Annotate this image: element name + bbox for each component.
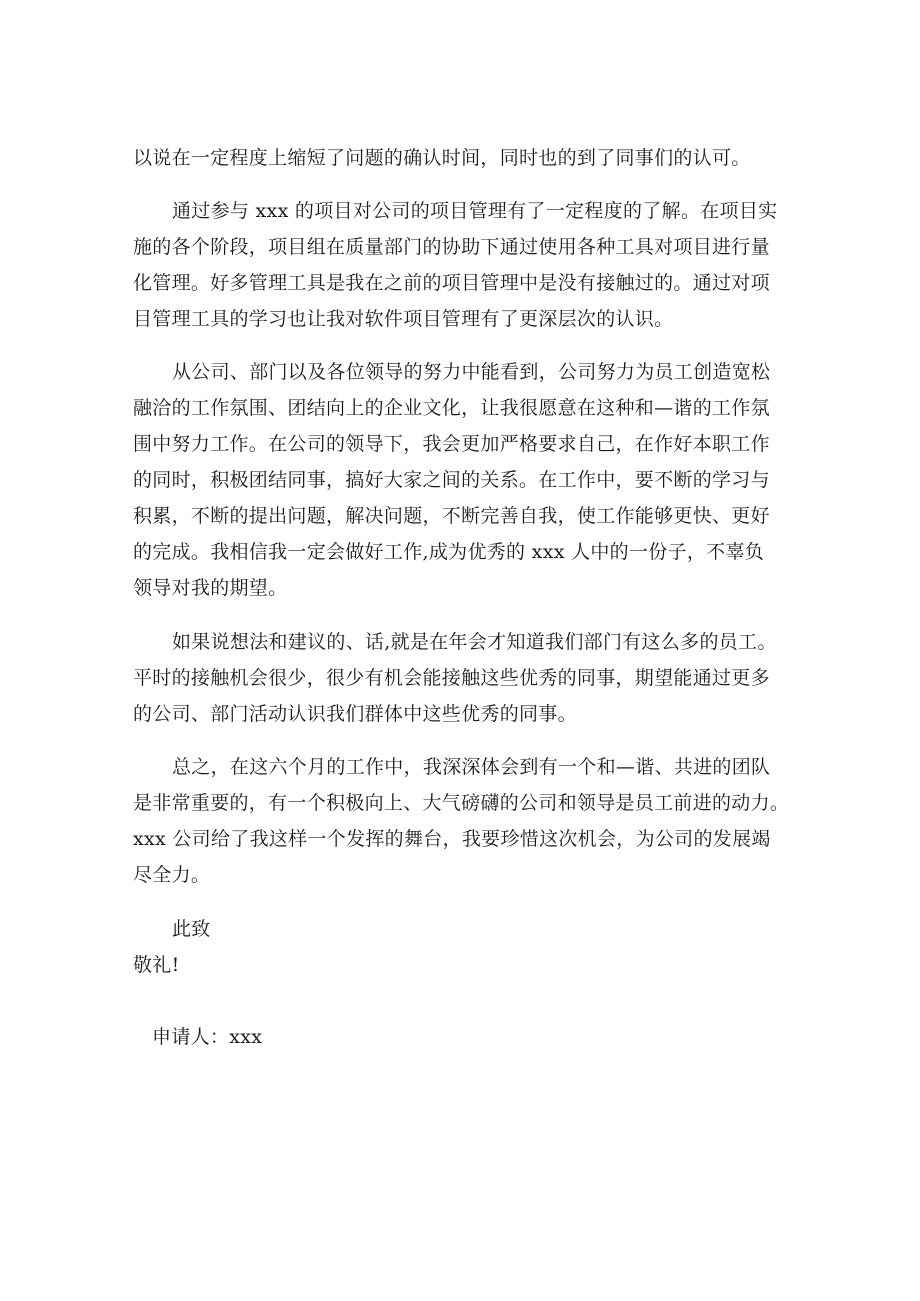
paragraph-4-line-2: 平时的接触机会很少，很少有机会能接触这些优秀的同事，期望能通过更多 [133, 667, 770, 689]
paragraph-5-line-3: xxx 公司给了我这样一个发挥的舞台，我要珍惜这次机会，为公司的发展竭 [133, 828, 771, 850]
paragraph-5-line-1: 总之，在这六个月的工作中，我深深体会到有一个和—谐、共进的团队 [172, 756, 771, 778]
paragraph-3-line-2: 融洽的工作氛围、团结向上的企业文化，让我很愿意在这种和—谐的工作氛 [133, 397, 770, 419]
paragraph-4-line-3: 的公司、部门活动认识我们群体中这些优秀的同事。 [133, 703, 577, 725]
paragraph-3-line-1: 从公司、部门以及各位领导的努力中能看到，公司努力为员工创造宽松 [172, 361, 771, 383]
paragraph-5-line-2: 是非常重要的，有一个积极向上、大气磅礴的公司和领导是员工前进的动力。 [133, 792, 790, 814]
paragraph-3-line-6: 的完成。我相信我一定会做好工作,成为优秀的 xxx 人中的一份子，不辜负 [133, 541, 765, 563]
paragraph-4-line-1: 如果说想法和建议的、话,就是在年会才知道我们部门有这么多的员工。 [172, 631, 777, 653]
paragraph-2-line-4: 目管理工具的学习也让我对软件项目管理有了更深层次的认识。 [133, 308, 674, 330]
paragraph-3-line-7: 领导对我的期望。 [133, 577, 288, 599]
paragraph-2-line-1: 通过参与 xxx 的项目对公司的项目管理有了一定程度的了解。在项目实 [172, 200, 778, 222]
applicant-signature: 申请人：xxx [152, 1026, 263, 1048]
closing-regards: 敬礼! [133, 954, 180, 976]
paragraph-3-line-5: 积累，不断的提出问题，解决问题，不断完善自我，使工作能够更快、更好 [133, 505, 770, 527]
paragraph-3-line-3: 围中努力工作。在公司的领导下，我会更加严格要求自己，在作好本职工作 [133, 433, 770, 455]
closing-salutation: 此致 [172, 918, 211, 940]
paragraph-2-line-3: 化管理。好多管理工具是我在之前的项目管理中是没有接触过的。通过对项 [133, 272, 770, 294]
paragraph-5-line-4: 尽全力。 [133, 864, 211, 886]
paragraph-1-line-1: 以说在一定程度上缩短了问题的确认时间，同时也的到了同事们的认可。 [133, 147, 751, 169]
paragraph-2-line-2: 施的各个阶段，项目组在质量部门的协助下通过使用各种工具对项目进行量 [133, 236, 770, 258]
paragraph-3-line-4: 的同时，积极团结同事，搞好大家之间的关系。在工作中，要不断的学习与 [133, 469, 770, 491]
